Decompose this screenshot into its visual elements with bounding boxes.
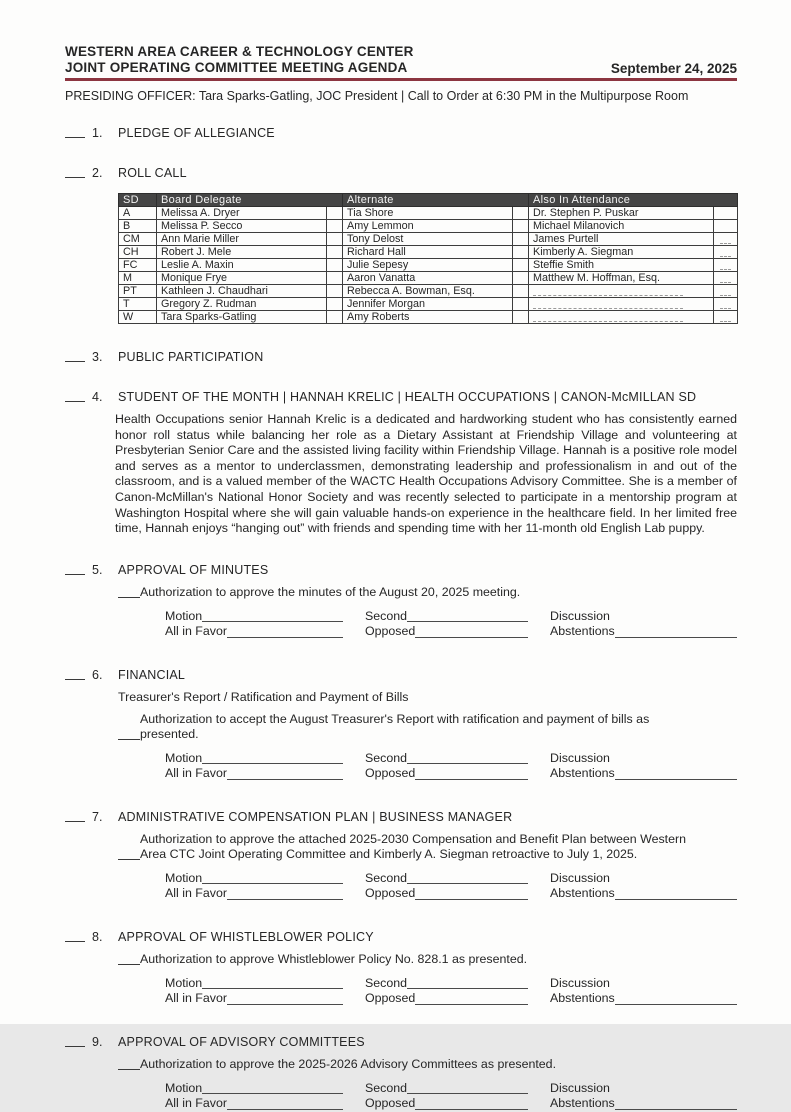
cell-alternate: Rebecca A. Bowman, Esq.: [343, 285, 513, 298]
org-title: WESTERN AREA CAREER & TECHNOLOGY CENTER: [65, 44, 414, 59]
cell-mark: [513, 298, 529, 311]
fill-in-line: [415, 899, 528, 900]
opposed-label: Opposed: [365, 1096, 416, 1111]
motion-label: Motion: [165, 608, 203, 623]
stray-mark: [533, 287, 683, 296]
table-row: [119, 246, 738, 259]
cell-delegate: Melissa P. Secco: [157, 220, 327, 233]
check-line: [65, 574, 85, 575]
cell-mark: [327, 298, 343, 311]
agenda-item-8: [65, 930, 737, 1007]
item-number: 7.: [92, 809, 103, 824]
cell-mark: [513, 311, 529, 324]
second-label: Second: [365, 750, 408, 765]
cell-mark: [714, 311, 738, 324]
fill-in-line: [615, 779, 737, 780]
check-line: [65, 821, 85, 822]
motion-block: [165, 609, 737, 640]
item-number: 1.: [92, 126, 103, 140]
table-row: [119, 220, 738, 233]
cell-mark: [327, 220, 343, 233]
table-row: [119, 285, 738, 298]
fill-in-line: [615, 637, 737, 638]
cell-mark: [327, 272, 343, 285]
agenda-item-5: [65, 563, 737, 640]
item-title: PLEDGE OF ALLEGIANCE: [118, 126, 275, 140]
motion-block: [165, 976, 737, 1007]
second-label: Second: [365, 1080, 408, 1095]
cell-mark: [327, 285, 343, 298]
all-in-favor-label: All in Favor: [165, 886, 227, 901]
abstentions-label: Abstentions: [550, 1096, 615, 1111]
item-subtitle: Treasurer's Report / Ratification and Payment of Bills: [118, 689, 409, 704]
agenda-item-7: [65, 810, 737, 902]
cell-mark: [513, 259, 529, 272]
presiding-officer-line: PRESIDING OFFICER: Tara Sparks-Gatling, JOC President | Call to Order at 6:30 PM in the Multipurpose Room: [65, 89, 689, 103]
header-rule: [65, 78, 737, 81]
item-number: 4.: [92, 390, 103, 404]
item-title: APPROVAL OF ADVISORY COMMITTEES: [118, 1034, 365, 1049]
cell-attendance: [529, 311, 714, 324]
cell-delegate: Melissa A. Dryer: [157, 207, 327, 220]
check-line: [65, 679, 85, 680]
discussion-label: Discussion: [550, 870, 610, 885]
cell-sd: CM: [119, 233, 157, 246]
cell-alternate: Tia Shore: [343, 207, 513, 220]
authorization-line: [118, 1057, 688, 1072]
check-line: [65, 401, 85, 402]
motion-label: Motion: [165, 750, 203, 765]
item-title: STUDENT OF THE MONTH | HANNAH KRELIC | HEALTH OCCUPATIONS | CANON-McMILLAN SD: [118, 390, 697, 404]
item-title: FINANCIAL: [118, 667, 186, 682]
authorization-line: [118, 952, 688, 967]
item-number: 6.: [92, 667, 103, 682]
document-title: JOINT OPERATING COMMITTEE MEETING AGENDA: [65, 60, 408, 75]
cell-mark: [327, 311, 343, 324]
item-title: ADMINISTRATIVE COMPENSATION PLAN | BUSINESS MANAGER: [118, 809, 513, 824]
fill-in-line: [227, 1004, 343, 1005]
check-line: [65, 1046, 85, 1047]
opposed-label: Opposed: [365, 624, 416, 639]
cell-mark: [513, 207, 529, 220]
fill-in-line: [202, 621, 343, 622]
authorization-line: [118, 832, 688, 862]
stray-mark: [720, 313, 731, 322]
all-in-favor-label: All in Favor: [165, 766, 227, 781]
all-in-favor-label: All in Favor: [165, 1096, 227, 1111]
table-row: [119, 259, 738, 272]
table-row: [119, 311, 738, 324]
opposed-label: Opposed: [365, 886, 416, 901]
motion-block: [165, 751, 737, 782]
cell-attendance: Michael Milanovich: [529, 220, 714, 233]
second-label: Second: [365, 870, 408, 885]
fill-in-line: [615, 1004, 737, 1005]
cell-mark: [714, 259, 738, 272]
check-line: [65, 941, 85, 942]
cell-attendance: Kimberly A. Siegman: [529, 246, 714, 259]
fill-in-line: [202, 988, 343, 989]
authorization-line: [118, 585, 688, 600]
abstentions-label: Abstentions: [550, 766, 615, 781]
cell-alternate: Aaron Vanatta: [343, 272, 513, 285]
fill-in-line: [407, 621, 528, 622]
col-header-alternate: Alternate: [343, 194, 529, 207]
cell-sd: CH: [119, 246, 157, 259]
fill-in-line: [415, 1004, 528, 1005]
authorization-text: Authorization to approve the minutes of the August 20, 2025 meeting.: [140, 584, 521, 599]
item-number: 9.: [92, 1034, 103, 1049]
opposed-label: Opposed: [365, 766, 416, 781]
cell-mark: [327, 233, 343, 246]
table-row: [119, 272, 738, 285]
fill-in-line: [407, 1093, 528, 1094]
discussion-label: Discussion: [550, 1080, 610, 1095]
authorization-text: Authorization to accept the August Treasurer's Report with ratification and payment of bills as presented.: [140, 711, 650, 741]
roll-call-table: [118, 193, 738, 324]
item-number: 5.: [92, 562, 103, 577]
cell-delegate: Monique Frye: [157, 272, 327, 285]
col-header-sd: SD: [119, 194, 157, 207]
cell-mark: [714, 207, 738, 220]
motion-block: [165, 871, 737, 902]
stray-mark: [533, 300, 683, 309]
cell-alternate: Jennifer Morgan: [343, 298, 513, 311]
check-line: [65, 137, 85, 138]
cell-mark: [714, 272, 738, 285]
col-header-attendance: Also In Attendance: [529, 194, 738, 207]
fill-in-line: [415, 1109, 528, 1110]
all-in-favor-label: All in Favor: [165, 624, 227, 639]
check-line: [118, 859, 140, 860]
cell-mark: [714, 220, 738, 233]
cell-mark: [513, 220, 529, 233]
cell-mark: [714, 298, 738, 311]
cell-mark: [513, 272, 529, 285]
cell-delegate: Gregory Z. Rudman: [157, 298, 327, 311]
fill-in-line: [615, 899, 737, 900]
cell-delegate: Ann Marie Miller: [157, 233, 327, 246]
check-line: [65, 177, 85, 178]
authorization-line: [118, 712, 688, 742]
cell-mark: [513, 246, 529, 259]
check-line: [118, 739, 140, 740]
fill-in-line: [407, 883, 528, 884]
cell-mark: [714, 246, 738, 259]
check-line: [118, 964, 140, 965]
cell-mark: [714, 233, 738, 246]
motion-label: Motion: [165, 975, 203, 990]
document-header: [65, 44, 737, 104]
stray-mark: [533, 313, 683, 322]
authorization-text: Authorization to approve Whistleblower Policy No. 828.1 as presented.: [140, 951, 528, 966]
cell-attendance: [529, 285, 714, 298]
cell-sd: PT: [119, 285, 157, 298]
meeting-date: September 24, 2025: [610, 61, 737, 76]
abstentions-label: Abstentions: [550, 886, 615, 901]
agenda-item-4: [65, 390, 737, 537]
cell-attendance: Dr. Stephen P. Puskar: [529, 207, 714, 220]
cell-sd: A: [119, 207, 157, 220]
cell-sd: W: [119, 311, 157, 324]
cell-alternate: Tony Delost: [343, 233, 513, 246]
check-line: [118, 597, 140, 598]
fill-in-line: [415, 637, 528, 638]
cell-attendance: [529, 298, 714, 311]
cell-mark: [714, 285, 738, 298]
agenda-item-2: [65, 166, 737, 324]
fill-in-line: [227, 1109, 343, 1110]
cell-sd: T: [119, 298, 157, 311]
col-header-delegate: Board Delegate: [157, 194, 343, 207]
abstentions-label: Abstentions: [550, 991, 615, 1006]
cell-sd: B: [119, 220, 157, 233]
fill-in-line: [202, 1093, 343, 1094]
cell-alternate: Julie Sepesy: [343, 259, 513, 272]
cell-sd: FC: [119, 259, 157, 272]
cell-delegate: Tara Sparks-Gatling: [157, 311, 327, 324]
cell-mark: [327, 259, 343, 272]
cell-attendance: Matthew M. Hoffman, Esq.: [529, 272, 714, 285]
authorization-text: Authorization to approve the attached 2025-2030 Compensation and Benefit Plan between Western Area CTC Joint Operating Committee and Kimberly A. Siegman retroactive to July 1, 2025.: [140, 831, 687, 861]
cell-mark: [327, 207, 343, 220]
fill-in-line: [227, 637, 343, 638]
item-title: ROLL CALL: [118, 166, 187, 180]
cell-attendance: James Purtell: [529, 233, 714, 246]
cell-delegate: Leslie A. Maxin: [157, 259, 327, 272]
fill-in-line: [202, 763, 343, 764]
student-of-month-paragraph: Health Occupations senior Hannah Krelic is a dedicated and hardworking student who has consistently earned honor roll status while balancing her role as a Dietary Assistant at Friendship Village and volunteering at Presbyterian Senior Care and the assisted living facility within Friendship Village. Hannah is a positive role model and serves as a mentor to underclassmen, demonstrating leadership and professionalism in and out of the classroom, and is a valued member of the WACTC Health Occupations Advisory Committee. She is a member of Canon-McMillan's National Honor Society and was recently selected to participate in a mentorship program at Washington Hospital where she will gain valuable hands-on experience in the healthcare field. In her limited free time, Hannah enjoys “hanging out” with friends and spending time with her 11-month old English Lab puppy.: [115, 412, 737, 536]
cell-alternate: Richard Hall: [343, 246, 513, 259]
item-title: APPROVAL OF MINUTES: [118, 562, 269, 577]
stray-mark: [720, 300, 731, 309]
stray-mark: [720, 248, 731, 257]
motion-block: [165, 1081, 737, 1112]
agenda-item-6: [65, 668, 737, 782]
authorization-text: Authorization to approve the 2025-2026 Advisory Committees as presented.: [140, 1056, 557, 1071]
cell-alternate: Amy Lemmon: [343, 220, 513, 233]
abstentions-label: Abstentions: [550, 624, 615, 639]
fill-in-line: [407, 988, 528, 989]
all-in-favor-label: All in Favor: [165, 991, 227, 1006]
fill-in-line: [407, 763, 528, 764]
table-header-row: [119, 194, 738, 207]
second-label: Second: [365, 608, 408, 623]
table-row: [119, 207, 738, 220]
stray-mark: [720, 261, 731, 270]
fill-in-line: [202, 883, 343, 884]
agenda-item-9: [65, 1035, 737, 1112]
item-title: PUBLIC PARTICIPATION: [118, 350, 264, 364]
discussion-label: Discussion: [550, 975, 610, 990]
stray-mark: [720, 287, 731, 296]
motion-label: Motion: [165, 870, 203, 885]
second-label: Second: [365, 975, 408, 990]
agenda-item-1: [65, 126, 737, 140]
cell-delegate: Robert J. Mele: [157, 246, 327, 259]
check-line: [118, 1069, 140, 1070]
fill-in-line: [227, 779, 343, 780]
item-title: APPROVAL OF WHISTLEBLOWER POLICY: [118, 929, 374, 944]
cell-mark: [513, 233, 529, 246]
agenda-item-3: [65, 350, 737, 364]
cell-sd: M: [119, 272, 157, 285]
cell-mark: [513, 285, 529, 298]
fill-in-line: [415, 779, 528, 780]
cell-mark: [327, 246, 343, 259]
discussion-label: Discussion: [550, 608, 610, 623]
motion-label: Motion: [165, 1080, 203, 1095]
cell-attendance: Steffie Smith: [529, 259, 714, 272]
fill-in-line: [227, 899, 343, 900]
stray-mark: [720, 235, 731, 244]
item-number: 3.: [92, 350, 103, 364]
table-row: [119, 298, 738, 311]
check-line: [65, 361, 85, 362]
cell-alternate: Amy Roberts: [343, 311, 513, 324]
item-number: 2.: [92, 166, 103, 180]
cell-delegate: Kathleen J. Chaudhari: [157, 285, 327, 298]
opposed-label: Opposed: [365, 991, 416, 1006]
table-row: [119, 233, 738, 246]
stray-mark: [720, 274, 731, 283]
fill-in-line: [615, 1109, 737, 1110]
item-number: 8.: [92, 929, 103, 944]
discussion-label: Discussion: [550, 750, 610, 765]
